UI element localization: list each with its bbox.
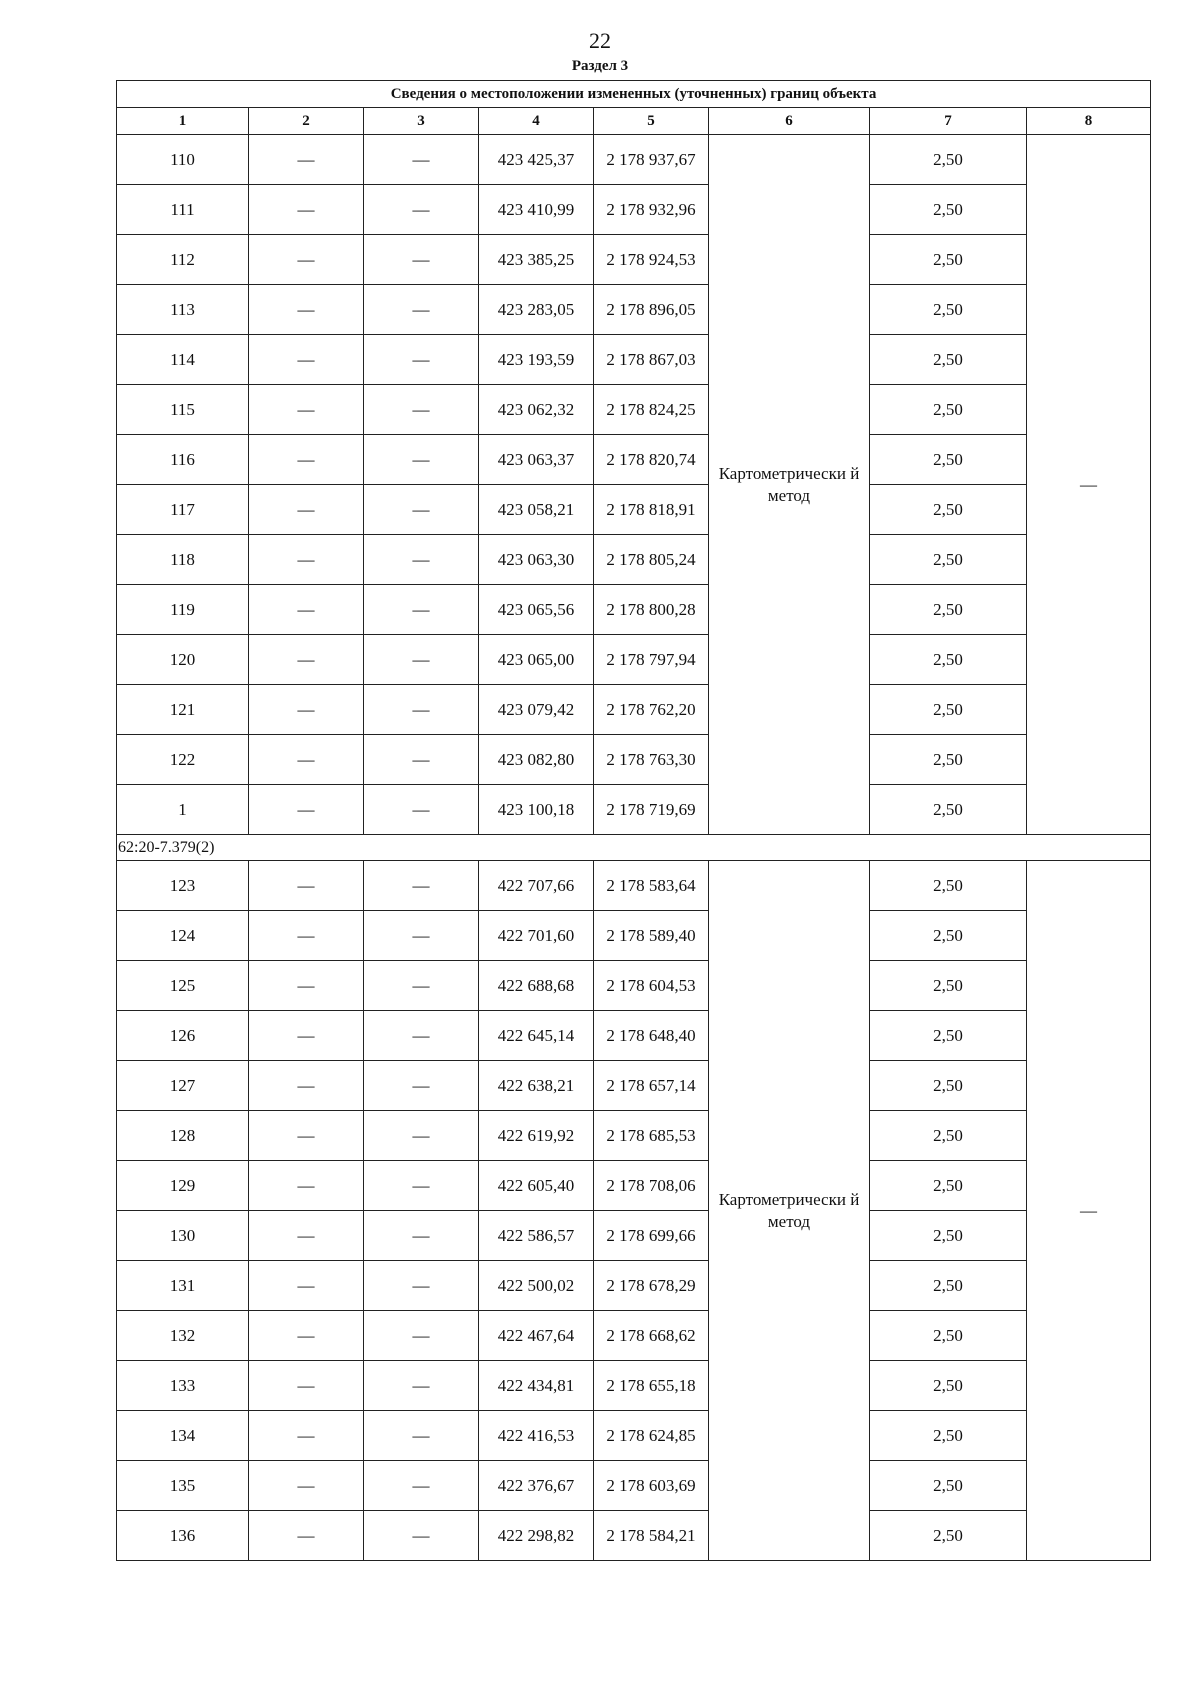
col3-value: —	[364, 961, 479, 1011]
y-coordinate: 2 178 820,74	[594, 435, 709, 485]
column-header: 1	[117, 108, 249, 135]
y-coordinate: 2 178 818,91	[594, 485, 709, 535]
table-row	[117, 911, 1151, 961]
y-coordinate: 2 178 604,53	[594, 961, 709, 1011]
col2-value: —	[249, 585, 364, 635]
table-row	[117, 185, 1151, 235]
col2-value: —	[249, 735, 364, 785]
x-coordinate: 423 410,99	[479, 185, 594, 235]
point-number: 135	[117, 1461, 249, 1511]
accuracy-value: 2,50	[870, 735, 1027, 785]
col2-value: —	[249, 185, 364, 235]
table-row	[117, 1261, 1151, 1311]
table-row	[117, 285, 1151, 335]
table-row	[117, 535, 1151, 585]
y-coordinate: 2 178 685,53	[594, 1111, 709, 1161]
y-coordinate: 2 178 584,21	[594, 1511, 709, 1561]
accuracy-value: 2,50	[870, 1411, 1027, 1461]
point-number: 111	[117, 185, 249, 235]
x-coordinate: 422 298,82	[479, 1511, 594, 1561]
table-row	[117, 335, 1151, 385]
table-row	[117, 861, 1151, 911]
y-coordinate: 2 178 719,69	[594, 785, 709, 835]
col2-value: —	[249, 1011, 364, 1061]
point-number: 127	[117, 1061, 249, 1111]
y-coordinate: 2 178 924,53	[594, 235, 709, 285]
col3-value: —	[364, 285, 479, 335]
point-number: 116	[117, 435, 249, 485]
y-coordinate: 2 178 624,85	[594, 1411, 709, 1461]
x-coordinate: 423 283,05	[479, 285, 594, 335]
col2-value: —	[249, 1161, 364, 1211]
col3-value: —	[364, 1261, 479, 1311]
accuracy-value: 2,50	[870, 785, 1027, 835]
column-header: 2	[249, 108, 364, 135]
col2-value: —	[249, 685, 364, 735]
col2-value: —	[249, 1111, 364, 1161]
col2-value: —	[249, 535, 364, 585]
accuracy-value: 2,50	[870, 1011, 1027, 1061]
x-coordinate: 422 701,60	[479, 911, 594, 961]
column-header: 8	[1027, 108, 1151, 135]
col2-value: —	[249, 385, 364, 435]
point-number: 1	[117, 785, 249, 835]
y-coordinate: 2 178 932,96	[594, 185, 709, 235]
x-coordinate: 422 376,67	[479, 1461, 594, 1511]
y-coordinate: 2 178 648,40	[594, 1011, 709, 1061]
accuracy-value: 2,50	[870, 235, 1027, 285]
point-number: 119	[117, 585, 249, 635]
parcel-separator-row	[117, 835, 1151, 861]
x-coordinate: 423 065,56	[479, 585, 594, 635]
x-coordinate: 422 638,21	[479, 1061, 594, 1111]
col3-value: —	[364, 1111, 479, 1161]
column-header: 5	[594, 108, 709, 135]
y-coordinate: 2 178 708,06	[594, 1161, 709, 1211]
col3-value: —	[364, 235, 479, 285]
x-coordinate: 423 425,37	[479, 135, 594, 185]
col3-value: —	[364, 1411, 479, 1461]
point-number: 132	[117, 1311, 249, 1361]
y-coordinate: 2 178 762,20	[594, 685, 709, 735]
table-row	[117, 1111, 1151, 1161]
point-number: 126	[117, 1011, 249, 1061]
point-number: 136	[117, 1511, 249, 1561]
accuracy-value: 2,50	[870, 1511, 1027, 1561]
col2-value: —	[249, 635, 364, 685]
point-number: 125	[117, 961, 249, 1011]
y-coordinate: 2 178 937,67	[594, 135, 709, 185]
col2-value: —	[249, 861, 364, 911]
parcel-number: 62:20-7.379(2)	[117, 835, 1151, 861]
x-coordinate: 423 079,42	[479, 685, 594, 735]
point-number: 133	[117, 1361, 249, 1411]
accuracy-value: 2,50	[870, 385, 1027, 435]
col2-value: —	[249, 235, 364, 285]
accuracy-value: 2,50	[870, 1461, 1027, 1511]
col2-value: —	[249, 135, 364, 185]
x-coordinate: 423 062,32	[479, 385, 594, 435]
col3-value: —	[364, 535, 479, 585]
point-number: 113	[117, 285, 249, 335]
y-coordinate: 2 178 805,24	[594, 535, 709, 585]
table-row	[117, 785, 1151, 835]
table-row	[117, 635, 1151, 685]
column-header: 7	[870, 108, 1027, 135]
col2-value: —	[249, 1361, 364, 1411]
col3-value: —	[364, 785, 479, 835]
col2-value: —	[249, 961, 364, 1011]
point-number: 117	[117, 485, 249, 535]
point-number: 131	[117, 1261, 249, 1311]
point-number: 110	[117, 135, 249, 185]
col3-value: —	[364, 1511, 479, 1561]
col3-value: —	[364, 335, 479, 385]
section-title: Раздел 3	[571, 58, 629, 74]
x-coordinate: 422 416,53	[479, 1411, 594, 1461]
point-number: 122	[117, 735, 249, 785]
table-row	[117, 435, 1151, 485]
table-row	[117, 1211, 1151, 1261]
x-coordinate: 422 467,64	[479, 1311, 594, 1361]
y-coordinate: 2 178 797,94	[594, 635, 709, 685]
table-row	[117, 735, 1151, 785]
y-coordinate: 2 178 657,14	[594, 1061, 709, 1111]
col3-value: —	[364, 735, 479, 785]
y-coordinate: 2 178 668,62	[594, 1311, 709, 1361]
accuracy-value: 2,50	[870, 861, 1027, 911]
x-coordinate: 422 688,68	[479, 961, 594, 1011]
point-number: 130	[117, 1211, 249, 1261]
col3-value: —	[364, 135, 479, 185]
x-coordinate: 423 100,18	[479, 785, 594, 835]
col2-value: —	[249, 1311, 364, 1361]
y-coordinate: 2 178 867,03	[594, 335, 709, 385]
x-coordinate: 422 500,02	[479, 1261, 594, 1311]
x-coordinate: 422 434,81	[479, 1361, 594, 1411]
y-coordinate: 2 178 824,25	[594, 385, 709, 435]
accuracy-value: 2,50	[870, 185, 1027, 235]
accuracy-value: 2,50	[870, 1111, 1027, 1161]
x-coordinate: 423 082,80	[479, 735, 594, 785]
point-number: 129	[117, 1161, 249, 1211]
col2-value: —	[249, 1261, 364, 1311]
point-number: 114	[117, 335, 249, 385]
col8-value: —	[1027, 861, 1151, 1561]
col3-value: —	[364, 1211, 479, 1261]
point-number: 124	[117, 911, 249, 961]
col3-value: —	[364, 635, 479, 685]
determination-method: Картометрически й метод	[709, 861, 870, 1561]
col3-value: —	[364, 1011, 479, 1061]
point-number: 115	[117, 385, 249, 435]
col3-value: —	[364, 1161, 479, 1211]
col3-value: —	[364, 1361, 479, 1411]
col8-value: —	[1027, 135, 1151, 835]
col3-value: —	[364, 1061, 479, 1111]
boundary-coordinates-table	[116, 80, 1151, 1561]
accuracy-value: 2,50	[870, 635, 1027, 685]
table-row	[117, 685, 1151, 735]
table-row	[117, 1511, 1151, 1561]
table-row	[117, 1061, 1151, 1111]
col3-value: —	[364, 1461, 479, 1511]
accuracy-value: 2,50	[870, 485, 1027, 535]
table-row	[117, 385, 1151, 435]
y-coordinate: 2 178 678,29	[594, 1261, 709, 1311]
x-coordinate: 422 619,92	[479, 1111, 594, 1161]
y-coordinate: 2 178 603,69	[594, 1461, 709, 1511]
col3-value: —	[364, 385, 479, 435]
col3-value: —	[364, 861, 479, 911]
point-number: 123	[117, 861, 249, 911]
col2-value: —	[249, 785, 364, 835]
accuracy-value: 2,50	[870, 335, 1027, 385]
col2-value: —	[249, 1411, 364, 1461]
table-row	[117, 585, 1151, 635]
point-number: 121	[117, 685, 249, 735]
y-coordinate: 2 178 896,05	[594, 285, 709, 335]
table-row	[117, 1311, 1151, 1361]
col2-value: —	[249, 435, 364, 485]
col2-value: —	[249, 1061, 364, 1111]
accuracy-value: 2,50	[870, 285, 1027, 335]
point-number: 128	[117, 1111, 249, 1161]
x-coordinate: 422 586,57	[479, 1211, 594, 1261]
accuracy-value: 2,50	[870, 535, 1027, 585]
table-row	[117, 961, 1151, 1011]
col2-value: —	[249, 335, 364, 385]
col2-value: —	[249, 285, 364, 335]
col3-value: —	[364, 1311, 479, 1361]
header-row	[117, 108, 1151, 135]
y-coordinate: 2 178 589,40	[594, 911, 709, 961]
col2-value: —	[249, 911, 364, 961]
point-number: 118	[117, 535, 249, 585]
accuracy-value: 2,50	[870, 435, 1027, 485]
table-row	[117, 1461, 1151, 1511]
table-row	[117, 135, 1151, 185]
accuracy-value: 2,50	[870, 685, 1027, 735]
col2-value: —	[249, 1511, 364, 1561]
table-row	[117, 1161, 1151, 1211]
table-caption: Сведения о местоположении измененных (уточненных) границ объекта	[117, 81, 1151, 108]
col3-value: —	[364, 435, 479, 485]
col3-value: —	[364, 485, 479, 535]
accuracy-value: 2,50	[870, 1361, 1027, 1411]
accuracy-value: 2,50	[870, 135, 1027, 185]
x-coordinate: 423 385,25	[479, 235, 594, 285]
x-coordinate: 423 058,21	[479, 485, 594, 535]
col3-value: —	[364, 911, 479, 961]
determination-method: Картометрически й метод	[709, 135, 870, 835]
table-row	[117, 1361, 1151, 1411]
accuracy-value: 2,50	[870, 961, 1027, 1011]
col2-value: —	[249, 1461, 364, 1511]
accuracy-value: 2,50	[870, 585, 1027, 635]
accuracy-value: 2,50	[870, 911, 1027, 961]
x-coordinate: 422 605,40	[479, 1161, 594, 1211]
x-coordinate: 422 645,14	[479, 1011, 594, 1061]
table-row	[117, 235, 1151, 285]
col3-value: —	[364, 585, 479, 635]
page-number: 22	[589, 28, 611, 53]
point-number: 112	[117, 235, 249, 285]
y-coordinate: 2 178 699,66	[594, 1211, 709, 1261]
y-coordinate: 2 178 655,18	[594, 1361, 709, 1411]
x-coordinate: 423 065,00	[479, 635, 594, 685]
table-row	[117, 485, 1151, 535]
accuracy-value: 2,50	[870, 1211, 1027, 1261]
point-number: 120	[117, 635, 249, 685]
table-row	[117, 1411, 1151, 1461]
x-coordinate: 423 063,30	[479, 535, 594, 585]
y-coordinate: 2 178 583,64	[594, 861, 709, 911]
x-coordinate: 423 193,59	[479, 335, 594, 385]
col2-value: —	[249, 485, 364, 535]
x-coordinate: 422 707,66	[479, 861, 594, 911]
y-coordinate: 2 178 763,30	[594, 735, 709, 785]
y-coordinate: 2 178 800,28	[594, 585, 709, 635]
col3-value: —	[364, 685, 479, 735]
point-number: 134	[117, 1411, 249, 1461]
col2-value: —	[249, 1211, 364, 1261]
column-header: 4	[479, 108, 594, 135]
table-row	[117, 1011, 1151, 1061]
col3-value: —	[364, 185, 479, 235]
column-header: 6	[709, 108, 870, 135]
accuracy-value: 2,50	[870, 1161, 1027, 1211]
x-coordinate: 423 063,37	[479, 435, 594, 485]
column-header: 3	[364, 108, 479, 135]
accuracy-value: 2,50	[870, 1311, 1027, 1361]
accuracy-value: 2,50	[870, 1261, 1027, 1311]
accuracy-value: 2,50	[870, 1061, 1027, 1111]
